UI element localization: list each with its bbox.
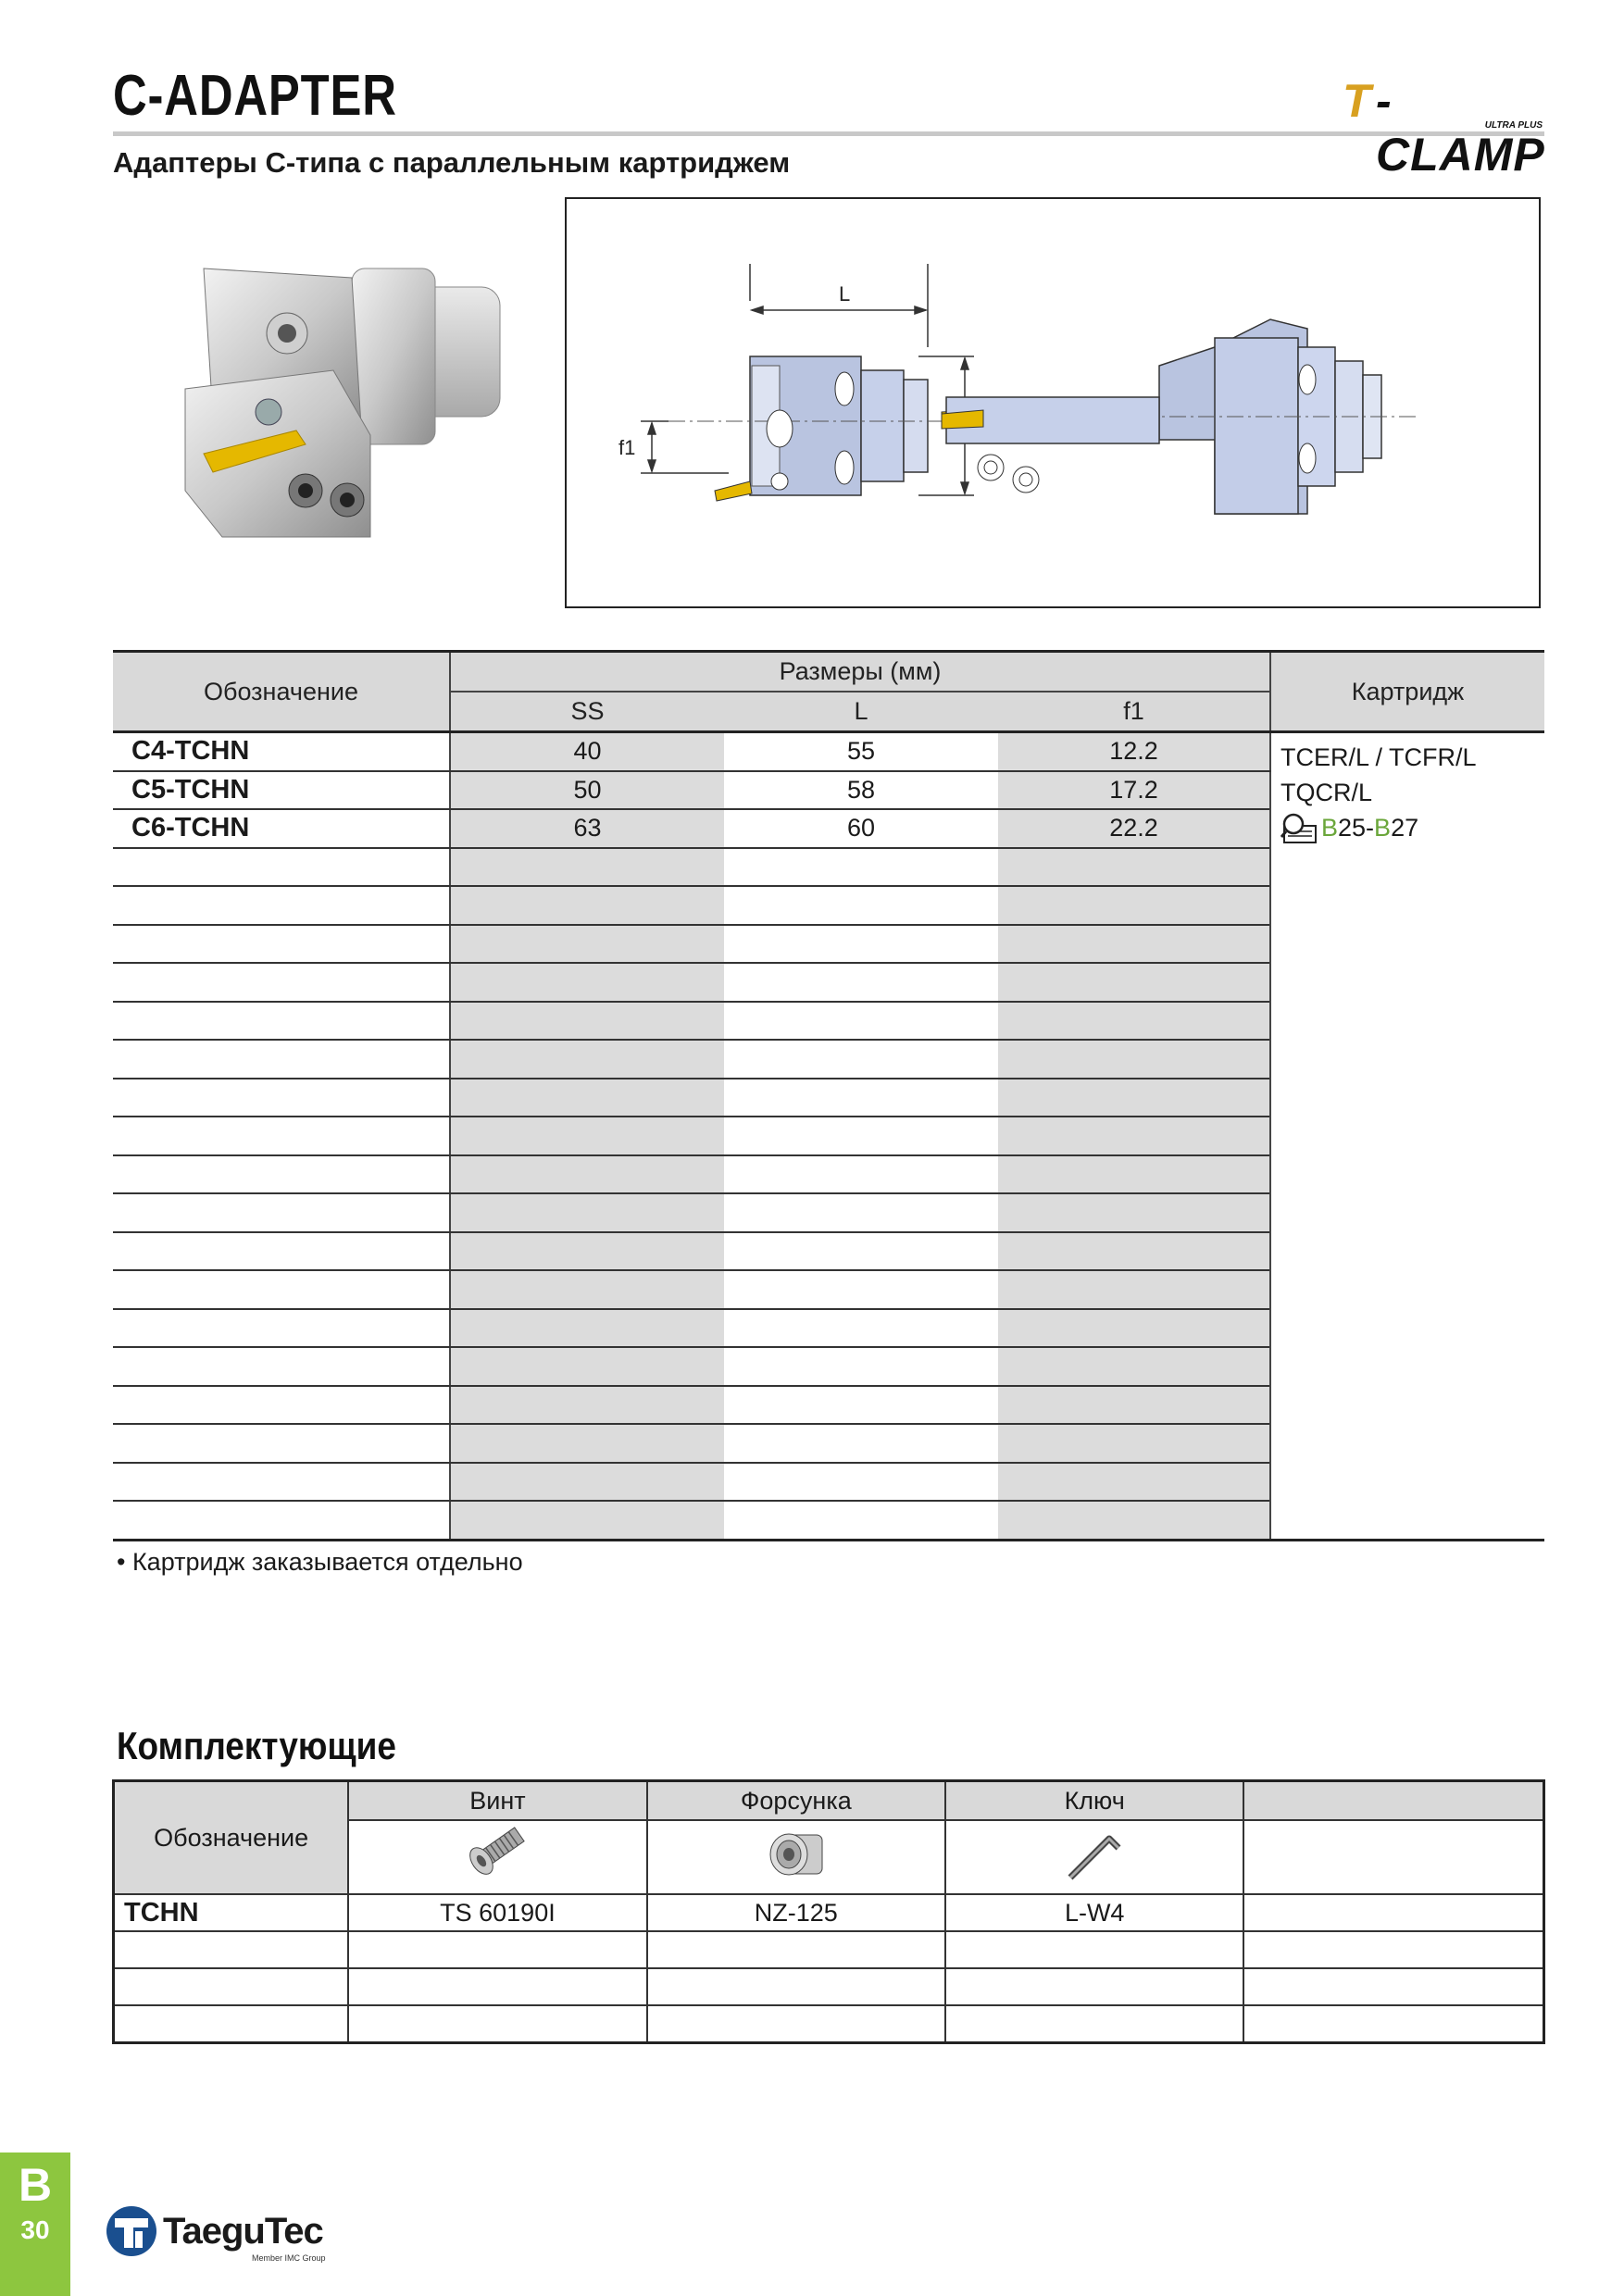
hex-key-icon — [1057, 1822, 1131, 1887]
nozzle-icon — [759, 1822, 833, 1887]
adapter-dimensions-table — [113, 650, 1544, 1541]
cartridge-cell — [1270, 732, 1544, 1541]
header-designation: Обозначение — [113, 652, 450, 732]
screw-icon — [460, 1822, 534, 1887]
key-cell: L-W4 — [945, 1894, 1243, 1931]
acc-empty-cell — [1243, 1894, 1543, 1931]
dimension-label-l: L — [839, 282, 851, 306]
header-ss: SS — [450, 692, 724, 732]
designation-cell: C4-TCHN — [113, 732, 450, 771]
title-divider — [113, 131, 1544, 136]
taegutec-logo — [104, 2203, 344, 2268]
footnote-cartridge-separately: • Картридж заказывается отдельно — [117, 1548, 523, 1576]
key-image-cell — [945, 1820, 1243, 1894]
cartridge-line-2: TQCR/L — [1280, 778, 1373, 806]
designation-cell: C5-TCHN — [113, 771, 450, 810]
ss-cell: 50 — [450, 771, 724, 810]
l-cell: 58 — [724, 771, 998, 810]
technical-drawing-frame — [565, 197, 1541, 608]
acc-header-screw: Винт — [348, 1781, 646, 1821]
designation-cell: C6-TCHN — [113, 809, 450, 848]
accessories-title: Комплектующие — [117, 1724, 396, 1767]
technical-drawing — [567, 199, 1539, 606]
table-row — [113, 732, 1544, 771]
acc-header-key: Ключ — [945, 1781, 1243, 1821]
t-clamp-logo: T -CLAMP ULTRA PLUS — [1343, 75, 1545, 181]
section-letter: B — [18, 2159, 53, 2211]
company-sub: Member IMC Group — [252, 2253, 326, 2263]
cartridge-line-1: TCER/L / TCFR/L — [1280, 743, 1477, 771]
f1-cell: 12.2 — [998, 732, 1270, 771]
page-number: 30 — [20, 2215, 50, 2244]
screw-cell: TS 60190I — [348, 1894, 646, 1931]
catalog-reference[interactable]: B25-B27 — [1280, 811, 1544, 846]
magnifier-icon — [1280, 813, 1318, 844]
dimension-label-f1: f1 — [618, 436, 636, 459]
screw-image-cell — [348, 1820, 646, 1894]
header-cartridge: Картридж — [1270, 652, 1544, 732]
acc-empty-image-cell — [1243, 1820, 1543, 1894]
t-clamp-logo-sub: ULTRA PLUS — [1484, 120, 1543, 131]
page-title: C-ADAPTER — [113, 64, 397, 128]
header-f1: f1 — [998, 692, 1270, 732]
product-photo — [167, 213, 537, 574]
ss-cell: 63 — [450, 809, 724, 848]
acc-designation-cell: TCHN — [114, 1894, 349, 1931]
nozzle-cell: NZ-125 — [647, 1894, 945, 1931]
section-tab — [0, 2152, 70, 2296]
nozzle-image-cell — [647, 1820, 945, 1894]
header-dimensions: Размеры (мм) — [450, 652, 1270, 693]
f1-cell: 22.2 — [998, 809, 1270, 848]
header-l: L — [724, 692, 998, 732]
acc-header-empty — [1243, 1781, 1543, 1821]
company-name: TaeguTec — [163, 2211, 323, 2252]
accessories-table — [112, 1779, 1545, 2044]
acc-header-designation: Обозначение — [114, 1781, 349, 1895]
ss-cell: 40 — [450, 732, 724, 771]
page-subtitle: Адаптеры С-типа с параллельным картриджем — [113, 146, 791, 179]
l-cell: 55 — [724, 732, 998, 771]
f1-cell: 17.2 — [998, 771, 1270, 810]
acc-header-nozzle: Форсунка — [647, 1781, 945, 1821]
l-cell: 60 — [724, 809, 998, 848]
taegutec-logo-mark — [104, 2203, 159, 2259]
